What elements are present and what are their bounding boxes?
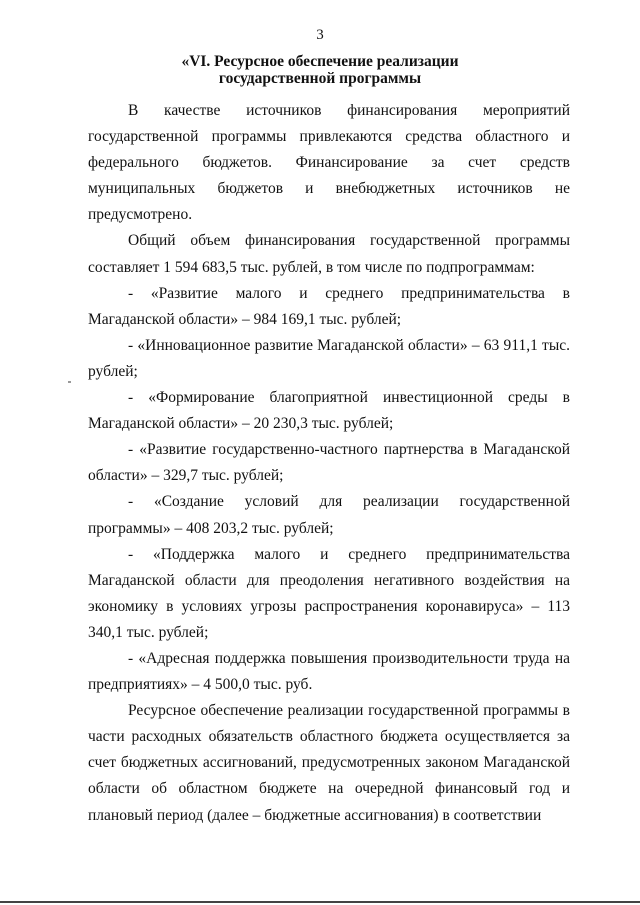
paragraph-total-funding: Общий объем финансирования государственной программы составляет 1 594 683,5 тыс. рублей, в том числе по подпрограммам: — [88, 232, 570, 276]
scan-artifact — [68, 381, 71, 383]
section-heading-line-2: государственной программы — [218, 70, 422, 87]
list-item-subprogram: - «Развитие малого и среднего предпринимательства в Магаданской области» – 984 169,1 тыс. рублей; — [88, 284, 570, 328]
page-number: 3 — [316, 27, 324, 43]
list-item-subprogram: - «Инновационное развитие Магаданской области» – 63 911,1 тыс. рублей; — [88, 336, 570, 380]
paragraph-resource-support: Ресурсное обеспечение реализации государственной программы в части расходных обязательств областного бюджета осуществляется за счет бюджетных ассигнований, предусмотренных законом Магаданской области об областном бюджете на очередной финансовый год и плановый период (далее – бюджетные ассигнования) в соответствии — [88, 702, 570, 824]
list-item-subprogram: - «Поддержка малого и среднего предпринимательства Магаданской области для преодоления негативного воздействия на экономику в условиях угрозы распространения коронавируса» – 113 340,1 тыс. рублей; — [88, 545, 570, 641]
list-item-subprogram: - «Адресная поддержка повышения производительности труда на предприятиях» – 4 500,0 тыс. руб. — [88, 649, 570, 694]
paragraph-funding-sources: В качестве источников финансирования мероприятий государственной программы привлекаются средства областного и федерального бюджетов. Финансирование за счет средств муниципальных бюджетов и внебюджетных источников не предусмотрено. — [88, 102, 570, 224]
list-item-subprogram: - «Развитие государственно-частного партнерства в Магаданской области» – 329,7 тыс. рублей; — [88, 441, 570, 485]
document-body — [88, 98, 570, 829]
section-heading — [0, 53, 640, 87]
list-item-subprogram: - «Создание условий для реализации государственной программы» – 408 203,2 тыс. рублей; — [88, 493, 570, 537]
section-heading-line-1: «VI. Ресурсное обеспечение реализации — [181, 53, 459, 70]
scan-bottom-edge — [0, 901, 640, 903]
list-item-subprogram: - «Формирование благоприятной инвестиционной среды в Магаданской области» – 20 230,3 тыс. рублей; — [88, 389, 570, 433]
